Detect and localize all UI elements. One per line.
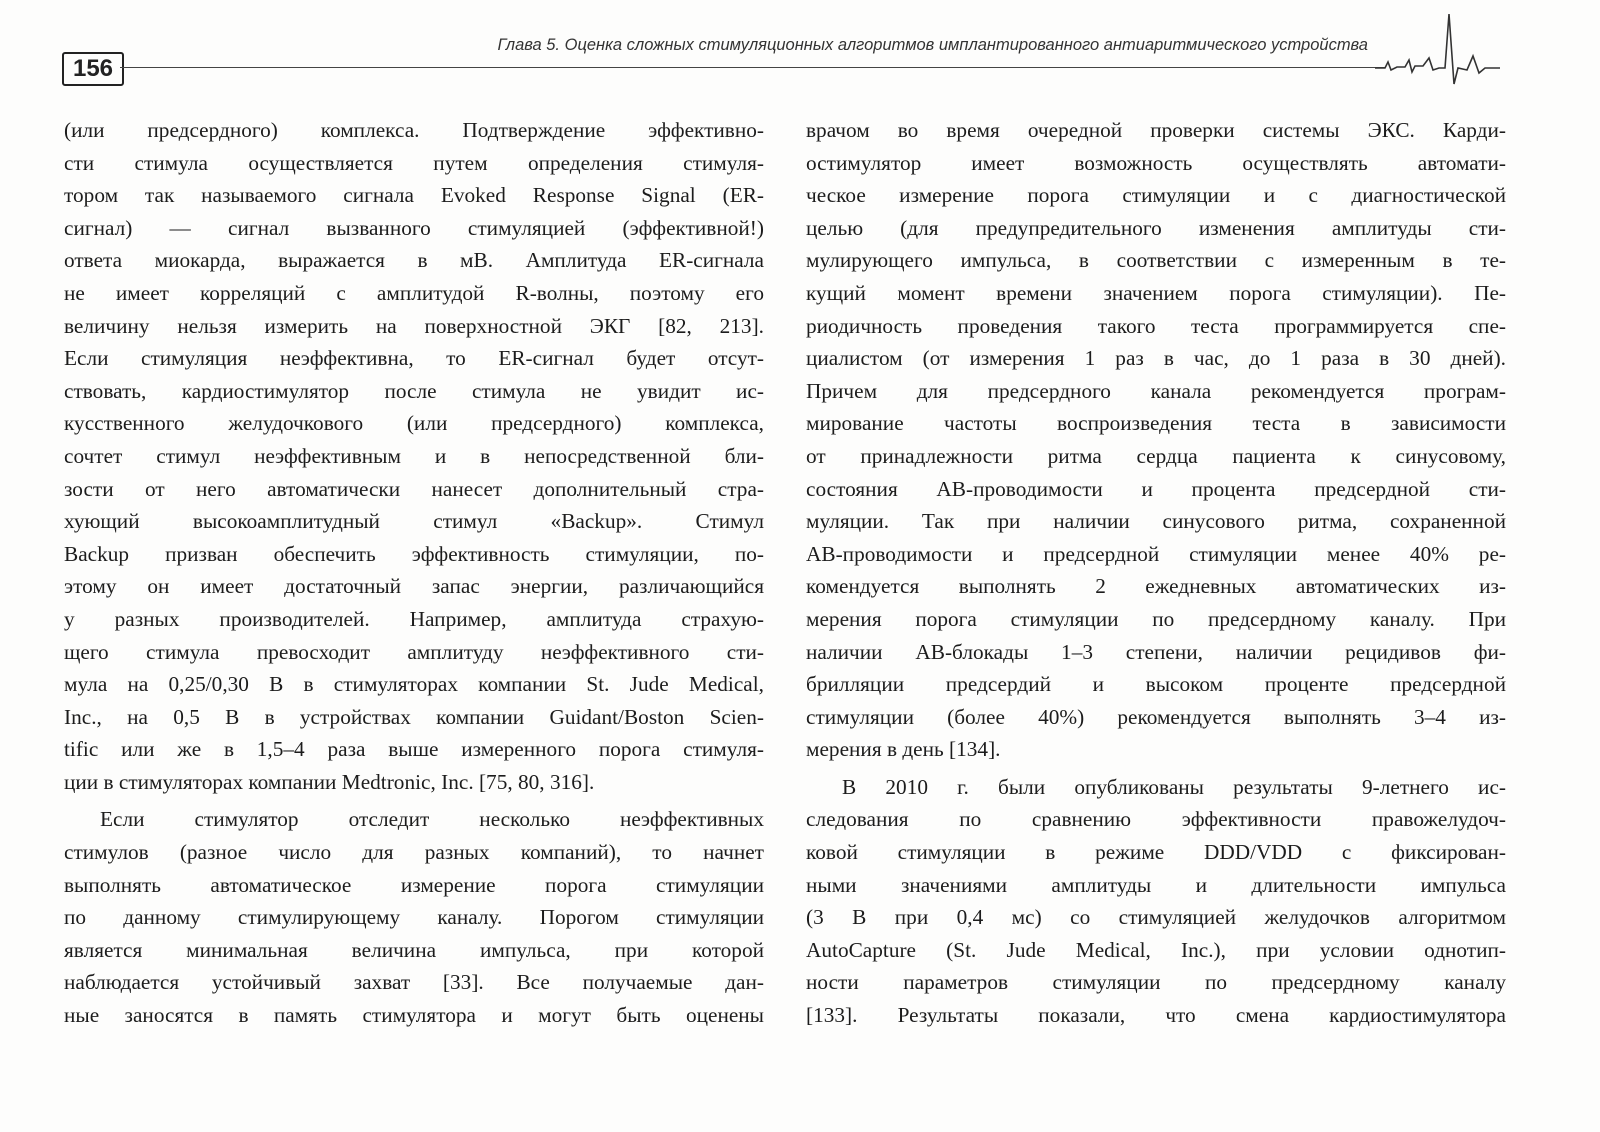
text-line: сти стимула осуществляется путем определения стимуля-	[64, 150, 764, 175]
text-line: зости от него автоматически нанесет дополнительный стра-	[64, 476, 764, 501]
text-line: величину нельзя измерить на поверхностной ЭКГ [82, 213].	[64, 313, 764, 338]
left-column	[64, 114, 764, 1032]
text-line: ковой стимуляции в режиме DDD/VDD с фиксирован-	[806, 840, 1506, 865]
text-line: стимулов (разное число для разных компаний), то начнет	[64, 840, 764, 865]
text-line: мулирующего импульса, в соответствии с измеренным в те-	[806, 248, 1506, 273]
text-line: кущий момент времени значением порога стимуляции). Пе-	[806, 280, 1506, 305]
text-line: мерения порога стимуляции по предсердному каналу. При	[806, 606, 1506, 631]
text-line: В 2010 г. были опубликованы результаты 9-летнего ис-	[842, 774, 1506, 799]
text-line: tific или же в 1,5–4 раза выше измеренного порога стимуля-	[64, 737, 764, 762]
chapter-title: Глава 5. Оценка сложных стимуляционных алгоритмов имплантированного антиаритмического устройства	[497, 36, 1368, 54]
text-line: тором так называемого сигнала Evoked Response Signal (ER-	[64, 183, 764, 208]
text-line: целью (для предупредительного изменения амплитуды сти-	[806, 215, 1506, 240]
text-line: АВ-проводимости и предсердной стимуляции менее 40% ре-	[806, 541, 1506, 566]
text-line: у разных производителей. Например, амплитуда страхую-	[64, 606, 764, 631]
text-line: комендуется выполнять 2 ежедневных автоматических из-	[806, 574, 1506, 599]
text-line: Backup призван обеспечить эффективность стимуляции, по-	[64, 541, 764, 566]
text-line: наблюдается устойчивый захват [33]. Все получаемые дан-	[64, 970, 764, 995]
text-line: ответа миокарда, выражается в мВ. Амплитуда ER-сигнала	[64, 248, 764, 273]
text-line: риодичность проведения такого теста программируется спе-	[806, 313, 1506, 338]
text-line: AutoCapture (St. Jude Medical, Inc.), при условии однотип-	[806, 937, 1506, 962]
text-line: щего стимула превосходит амплитуду неэффективного сти-	[64, 639, 764, 664]
text-line: сочтет стимул неэффективным и в непосредственной бли-	[64, 443, 764, 468]
page-number: 156	[62, 52, 124, 86]
header-rule	[120, 67, 1385, 68]
text-line: Если стимулятор отследит несколько неэффективных	[100, 807, 764, 832]
text-line: [133]. Результаты показали, что смена кардиостимулятора	[806, 1003, 1506, 1028]
text-line: мерения в день [134].	[806, 737, 1001, 762]
text-line: кусственного желудочкового (или предсердного) комплекса,	[64, 411, 764, 436]
text-line: Inc., на 0,5 В в устройствах компании Guidant/Boston Scien-	[64, 704, 764, 729]
text-line: Если стимуляция неэффективна, то ER-сигнал будет отсут-	[64, 346, 764, 371]
ecg-trace-icon	[1375, 10, 1500, 90]
text-line: ции в стимуляторах компании Medtronic, Inc. [75, 80, 316].	[64, 769, 595, 794]
text-line: ствовать, кардиостимулятор после стимула не увидит ис-	[64, 378, 764, 403]
text-line: муляции. Так при наличии синусового ритма, сохраненной	[806, 509, 1506, 534]
text-line: не имеет корреляций с амплитудой R-волны, поэтому его	[64, 280, 764, 305]
text-line: ческое измерение порога стимуляции и с диагностической	[806, 183, 1506, 208]
text-line: остимулятор имеет возможность осуществлять автомати-	[806, 150, 1506, 175]
text-line: ности параметров стимуляции по предсердному каналу	[806, 970, 1506, 995]
text-line: является минимальная величина импульса, при которой	[64, 937, 764, 962]
text-line: хующий высокоамплитудный стимул «Backup». Стимул	[64, 509, 764, 534]
text-line: мула на 0,25/0,30 В в стимуляторах компании St. Jude Medical,	[64, 672, 764, 697]
text-line: стимуляции (более 40%) рекомендуется выполнять 3–4 из-	[806, 704, 1506, 729]
text-line: сигнал) — сигнал вызванного стимуляцией (эффективной!)	[64, 215, 764, 240]
text-line: наличии АВ-блокады 1–3 степени, наличии рецидивов фи-	[806, 639, 1506, 664]
text-line: этому он имеет достаточный запас энергии, различающийся	[64, 574, 764, 599]
text-line: от принадлежности ритма сердца пациента к синусовому,	[806, 443, 1506, 468]
text-line: брилляции предсердий и высоком проценте предсердной	[806, 672, 1506, 697]
text-line: ные заносятся в память стимулятора и могут быть оценены	[64, 1003, 764, 1028]
text-line: ными значениями амплитуды и длительности импульса	[806, 872, 1506, 897]
text-line: по данному стимулирующему каналу. Порогом стимуляции	[64, 905, 764, 930]
text-line: состояния АВ-проводимости и процента предсердной сти-	[806, 476, 1506, 501]
right-column	[806, 114, 1506, 1032]
text-line: (3 В при 0,4 мс) со стимуляцией желудочков алгоритмом	[806, 905, 1506, 930]
text-line: (или предсердного) комплекса. Подтверждение эффективно-	[64, 118, 764, 142]
page-header	[0, 0, 1600, 110]
text-line: мирование частоты воспроизведения теста в зависимости	[806, 411, 1506, 436]
text-line: выполнять автоматическое измерение порога стимуляции	[64, 872, 764, 897]
text-line: врачом во время очередной проверки системы ЭКС. Карди-	[806, 118, 1506, 142]
text-line: циалистом (от измерения 1 раз в час, до 1 раза в 30 дней).	[806, 346, 1506, 371]
text-line: следования по сравнению эффективности правожелудоч-	[806, 807, 1506, 832]
text-line: Причем для предсердного канала рекомендуется програм-	[806, 378, 1506, 403]
